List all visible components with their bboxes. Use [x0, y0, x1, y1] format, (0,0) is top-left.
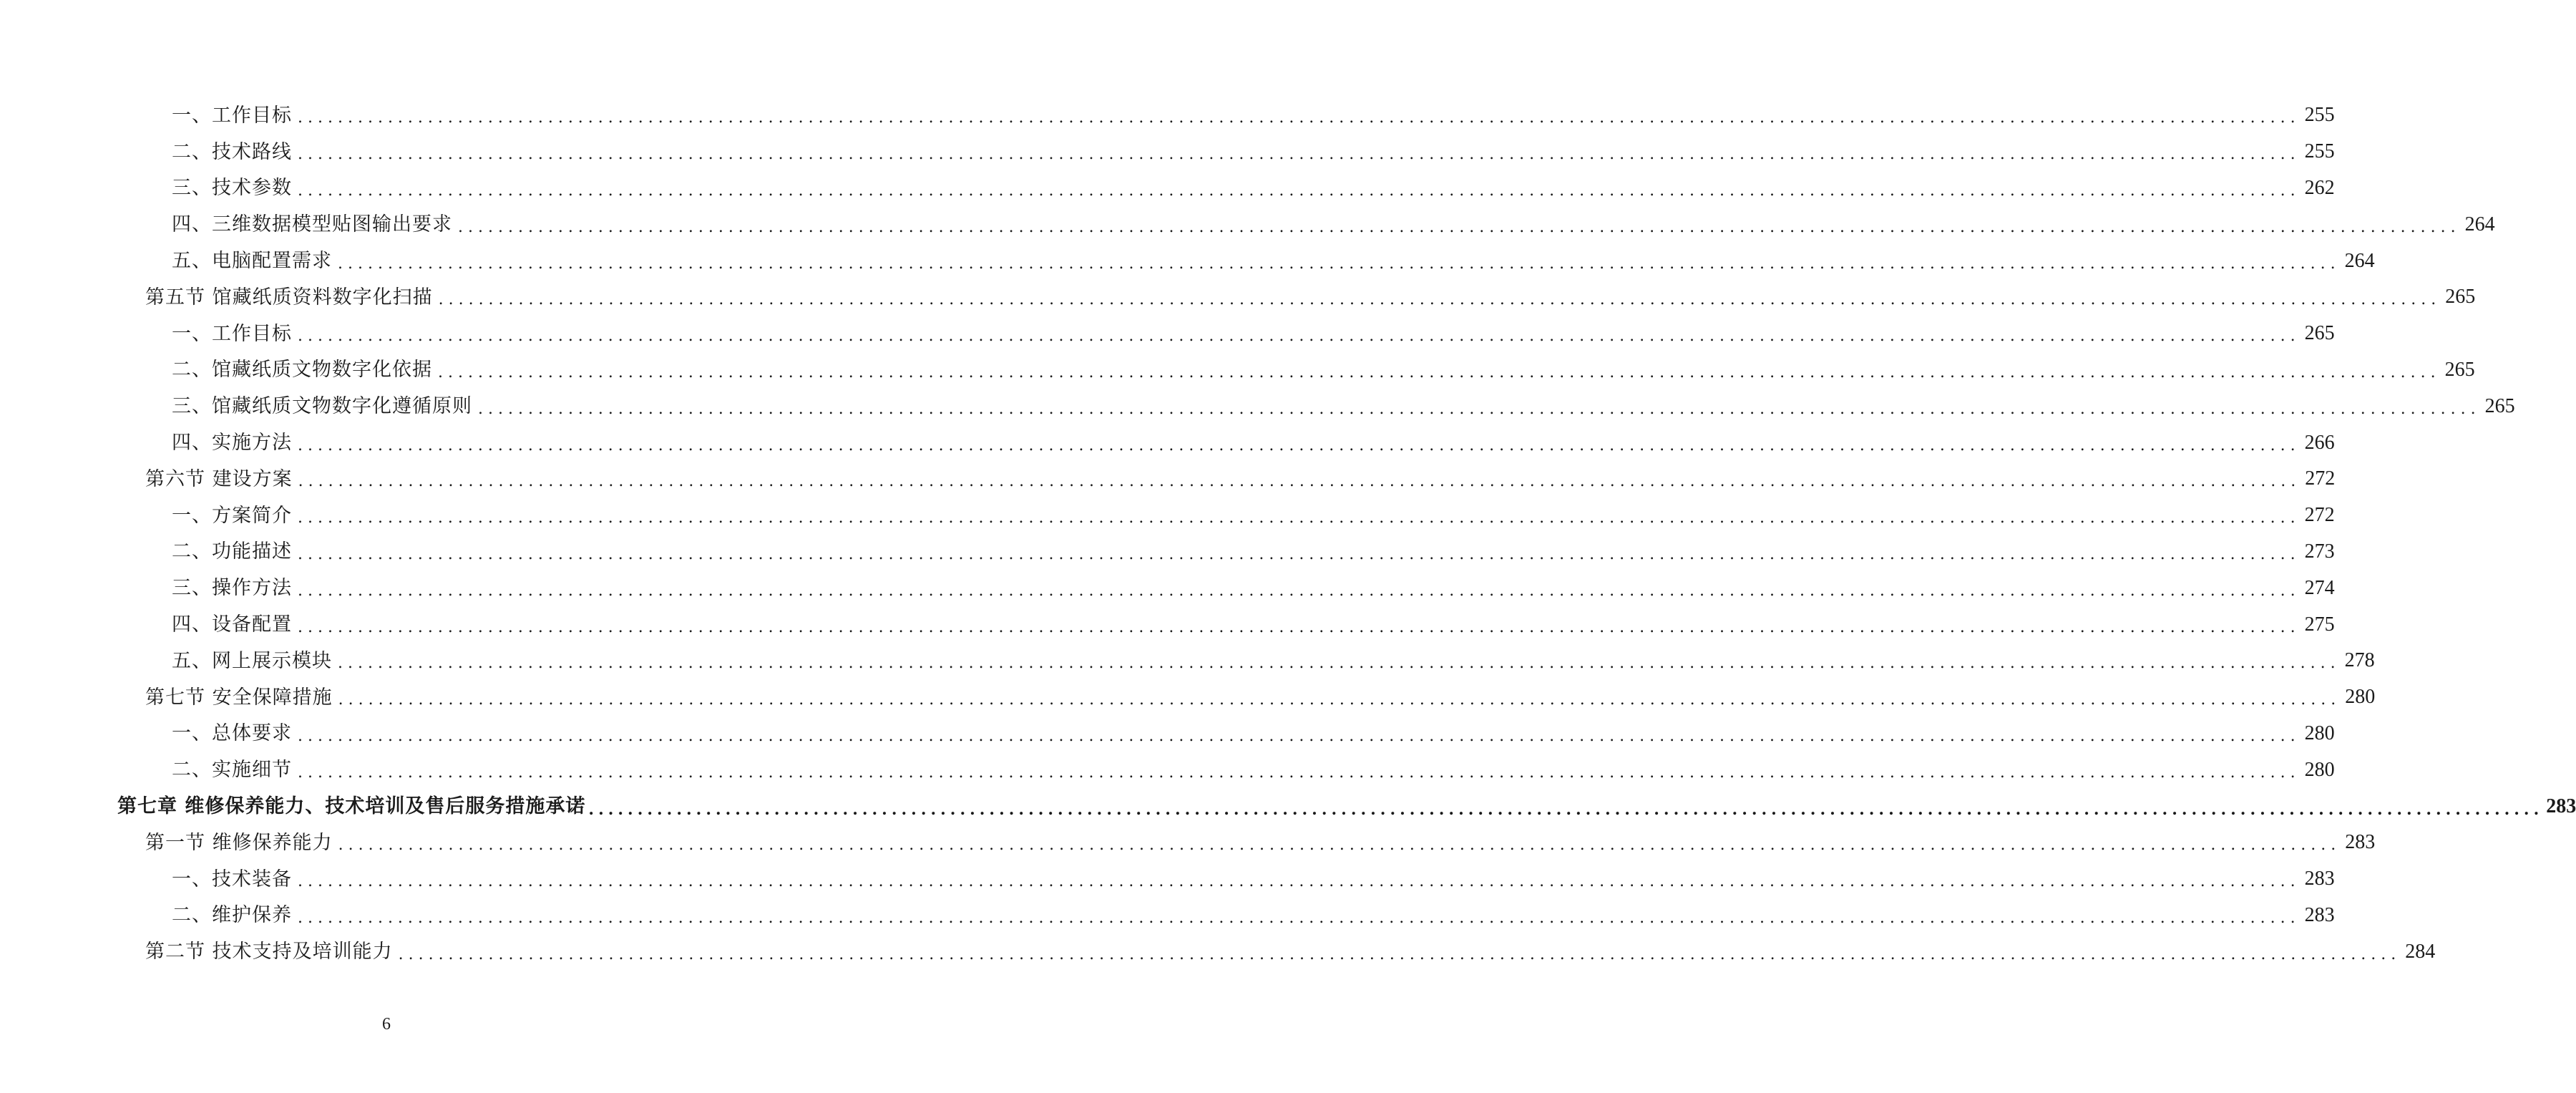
- toc-dot-leader: ........................................................................................................................................................................................................: [298, 618, 2301, 636]
- toc-entry-title: 三、操作方法: [172, 577, 292, 600]
- toc-subsection-entry[interactable]: [0, 97, 2335, 134]
- toc-subsection-entry[interactable]: [0, 497, 2335, 534]
- toc-entry-title: 四、三维数据模型贴图输出要求: [172, 213, 452, 236]
- toc-subsection-entry[interactable]: [0, 388, 2515, 424]
- toc-entry-page: 266: [2304, 431, 2335, 454]
- toc-entry-page: 283: [2304, 868, 2335, 890]
- toc-dot-leader: ........................................................................................................................................................................................................: [478, 399, 2481, 418]
- toc-dot-leader: ........................................................................................................................................................................................................: [338, 691, 2341, 709]
- toc-entry-page: 264: [2344, 249, 2375, 272]
- toc-entry-page: 283: [2304, 903, 2335, 926]
- toc-entry-title: 一、工作目标: [172, 322, 292, 345]
- toc-entry-title: 第七章 维修保养能力、技术培训及售后服务措施承诺: [117, 795, 586, 818]
- toc-entry-title: 四、设备配置: [172, 613, 292, 636]
- toc-entry-title: 五、电脑配置需求: [172, 250, 332, 273]
- toc-entry-title: 二、实施细节: [172, 759, 292, 782]
- toc-dot-leader: ........................................................................................................................................................................................................: [298, 145, 2301, 164]
- toc-section-entry[interactable]: [0, 933, 2436, 970]
- toc-dot-leader: ........................................................................................................................................................................................................: [298, 581, 2301, 600]
- toc-subsection-entry[interactable]: [0, 534, 2335, 570]
- toc-entry-page: 284: [2405, 940, 2436, 963]
- toc-entry-title: 二、馆藏纸质文物数字化依据: [172, 359, 432, 382]
- toc-dot-leader: ........................................................................................................................................................................................................: [298, 109, 2301, 127]
- toc-entry-page: 265: [2304, 322, 2335, 345]
- toc-dot-leader: ........................................................................................................................................................................................................: [338, 254, 2341, 273]
- toc-entry-page: 280: [2304, 758, 2335, 781]
- toc-dot-leader: ........................................................................................................................................................................................................: [298, 727, 2301, 745]
- toc-entry-page: 265: [2484, 394, 2515, 417]
- toc-dot-leader: ........................................................................................................................................................................................................: [438, 291, 2441, 309]
- toc-entry-title: 第一节 维修保养能力: [145, 831, 333, 854]
- toc-dot-leader: ........................................................................................................................................................................................................: [298, 472, 2301, 491]
- toc-dot-leader: ........................................................................................................................................................................................................: [458, 218, 2461, 236]
- toc-entry-page: 265: [2444, 358, 2475, 381]
- toc-entry-title: 一、方案简介: [172, 504, 292, 527]
- toc-entry-title: 二、维护保养: [172, 904, 292, 927]
- toc-entry-page: 280: [2345, 686, 2376, 709]
- toc-dot-leader: ........................................................................................................................................................................................................: [298, 181, 2301, 200]
- toc-entry-title: 一、总体要求: [172, 722, 292, 745]
- toc-entry-page: 273: [2304, 540, 2335, 563]
- toc-entry-title: 四、实施方法: [172, 432, 292, 455]
- toc-subsection-entry[interactable]: [0, 752, 2335, 788]
- toc-subsection-entry[interactable]: [0, 716, 2335, 752]
- toc-entry-page: 272: [2304, 504, 2335, 527]
- toc-entry-title: 第五节 馆藏纸质资料数字化扫描: [145, 286, 433, 309]
- toc-dot-leader: ........................................................................................................................................................................................................: [298, 873, 2301, 891]
- toc-dot-leader: ........................................................................................................................................................................................................: [338, 654, 2341, 673]
- toc-section-entry[interactable]: [0, 825, 2376, 861]
- toc-entry-title: 二、功能描述: [172, 540, 292, 563]
- toc-entry-page: 264: [2464, 213, 2495, 235]
- toc-section-entry[interactable]: [0, 279, 2476, 316]
- toc-entry-page: 283: [2546, 795, 2576, 817]
- toc-subsection-entry[interactable]: [0, 352, 2475, 389]
- toc-dot-leader: ........................................................................................................................................................................................................: [298, 545, 2301, 563]
- toc-dot-leader: ........................................................................................................................................................................................................: [398, 945, 2401, 963]
- toc-subsection-entry[interactable]: [0, 643, 2375, 679]
- toc-dot-leader: ........................................................................................................................................................................................................: [298, 908, 2301, 927]
- toc-entry-title: 三、馆藏纸质文物数字化遵循原则: [172, 395, 472, 418]
- toc-subsection-entry[interactable]: [0, 316, 2335, 352]
- toc-entry-page: 283: [2345, 831, 2376, 854]
- toc-entry-page: 265: [2445, 286, 2476, 309]
- toc-dot-leader: ........................................................................................................................................................................................................: [298, 509, 2301, 528]
- toc-entry-page: 255: [2304, 104, 2335, 127]
- page-number: 6: [382, 1015, 391, 1034]
- toc-subsection-entry[interactable]: [0, 606, 2335, 643]
- toc-entry-page: 280: [2304, 722, 2335, 744]
- toc-entry-title: 三、技术参数: [172, 177, 292, 200]
- toc-subsection-entry[interactable]: [0, 570, 2335, 606]
- toc-chapter-entry[interactable]: [0, 788, 2576, 825]
- toc-dot-leader: ........................................................................................................................................................................................................: [438, 363, 2441, 382]
- toc-entry-title: 一、工作目标: [172, 104, 292, 127]
- toc-dot-leader: ........................................................................................................................................................................................................: [588, 800, 2544, 819]
- toc-entry-title: 第七节 安全保障措施: [145, 686, 333, 709]
- toc-entry-title: 第二节 技术支持及培训能力: [145, 941, 393, 963]
- table-of-contents: [0, 97, 2576, 970]
- toc-subsection-entry[interactable]: [0, 861, 2335, 898]
- toc-subsection-entry[interactable]: [0, 170, 2335, 207]
- toc-entry-page: 255: [2304, 140, 2335, 163]
- toc-subsection-entry[interactable]: [0, 424, 2335, 461]
- toc-section-entry[interactable]: [0, 461, 2336, 497]
- toc-section-entry[interactable]: [0, 679, 2376, 716]
- toc-entry-page: 278: [2344, 649, 2375, 672]
- toc-entry-page: 275: [2304, 613, 2335, 636]
- toc-subsection-entry[interactable]: [0, 243, 2375, 279]
- toc-entry-title: 五、网上展示模块: [172, 649, 332, 672]
- toc-dot-leader: ........................................................................................................................................................................................................: [298, 763, 2301, 782]
- toc-entry-title: 二、技术路线: [172, 140, 292, 163]
- toc-entry-page: 272: [2305, 467, 2336, 490]
- toc-entry-title: 一、技术装备: [172, 868, 292, 890]
- toc-subsection-entry[interactable]: [0, 134, 2335, 170]
- toc-subsection-entry[interactable]: [0, 898, 2335, 934]
- toc-entry-page: 262: [2304, 176, 2335, 199]
- toc-dot-leader: ........................................................................................................................................................................................................: [298, 436, 2301, 455]
- toc-entry-title: 第六节 建设方案: [145, 467, 293, 490]
- toc-entry-page: 274: [2304, 576, 2335, 599]
- toc-dot-leader: ........................................................................................................................................................................................................: [338, 836, 2341, 855]
- toc-subsection-entry[interactable]: [0, 206, 2495, 243]
- toc-dot-leader: ........................................................................................................................................................................................................: [298, 327, 2301, 346]
